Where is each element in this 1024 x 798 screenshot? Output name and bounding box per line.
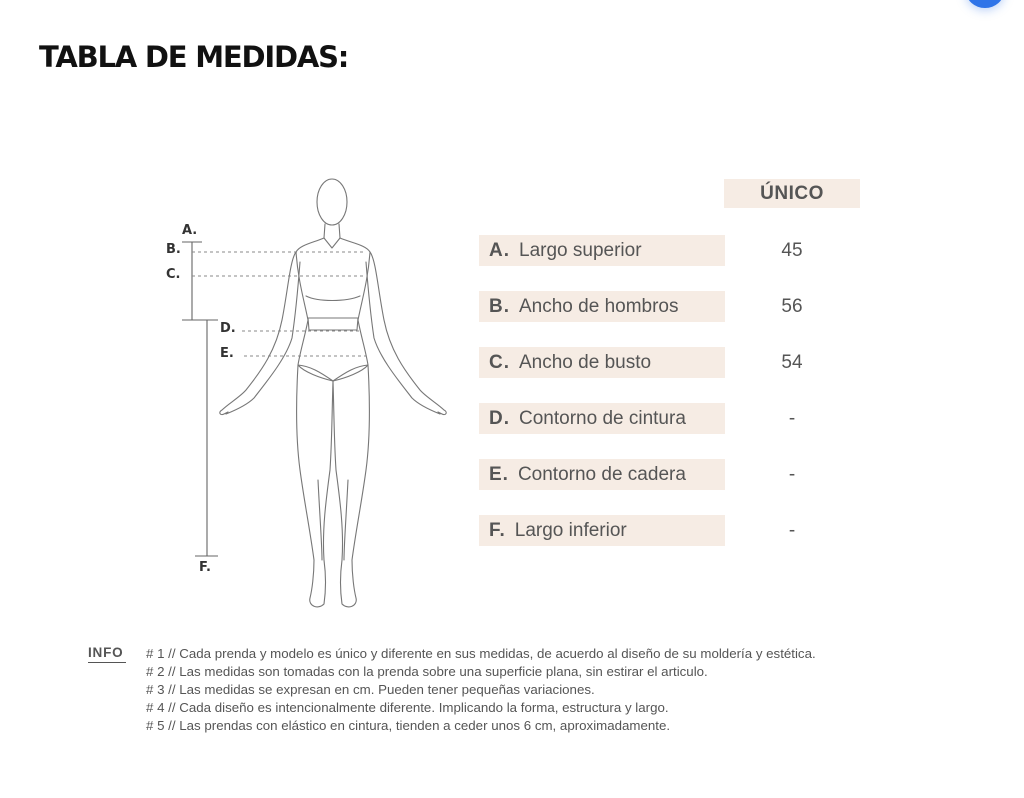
info-note: # 5 // Las prendas con elástico en cintura, tienden a ceder unos 6 cm, aproximadamente. — [146, 718, 671, 733]
measurement-letter: A. — [489, 239, 510, 261]
figure-right-arm — [366, 252, 446, 415]
measurement-letter: D. — [489, 407, 510, 429]
body-measurement-diagram — [150, 170, 450, 615]
marker-e: E. — [220, 346, 234, 361]
measurement-row-c — [479, 347, 859, 378]
measurement-label — [479, 515, 725, 546]
info-underline — [88, 662, 126, 663]
measurement-row-d — [479, 403, 859, 434]
marker-c: C. — [166, 267, 181, 282]
measurement-label — [479, 347, 725, 378]
marker-d: D. — [220, 321, 236, 336]
measurement-letter: F. — [489, 519, 506, 541]
figure-head — [317, 179, 347, 225]
marker-a: A. — [182, 223, 198, 238]
marker-b: B. — [166, 242, 181, 257]
measurement-row-a — [479, 235, 859, 266]
measurement-letter: E. — [489, 463, 509, 485]
measurement-name: Contorno de cintura — [519, 407, 686, 429]
measurement-label — [479, 291, 725, 322]
measurement-value: 56 — [781, 295, 803, 317]
measurement-row-e — [479, 459, 859, 490]
measurement-label — [479, 235, 725, 266]
measurement-row-f — [479, 515, 859, 546]
measurement-value: - — [788, 407, 796, 429]
measurement-value: - — [788, 463, 796, 485]
info-note: # 3 // Las medidas se expresan en cm. Pueden tener pequeñas variaciones. — [146, 682, 595, 697]
measurement-label — [479, 459, 725, 490]
size-column-header: ÚNICO — [724, 179, 860, 208]
measurement-name: Largo inferior — [514, 519, 627, 541]
measurement-name: Ancho de hombros — [519, 295, 679, 317]
measurement-value: - — [788, 519, 796, 541]
floating-action-button[interactable] — [966, 0, 1004, 8]
measurement-row-b — [479, 291, 859, 322]
measurement-label — [479, 403, 725, 434]
figure-torso — [296, 238, 370, 381]
figure-legs — [297, 365, 370, 607]
measurement-name: Ancho de busto — [519, 351, 652, 373]
info-note: # 2 // Las medidas son tomadas con la prenda sobre una superficie plana, sin estirar el articulo. — [146, 664, 708, 679]
measurement-value: 45 — [781, 239, 803, 261]
measurement-name: Largo superior — [519, 239, 642, 261]
figure-neck — [324, 224, 340, 238]
info-notes — [146, 645, 816, 735]
measurement-value: 54 — [781, 351, 803, 373]
info-note: # 1 // Cada prenda y modelo es único y diferente en sus medidas, de acuerdo al diseño de su moldería y estética. — [146, 646, 816, 661]
measurement-name: Contorno de cadera — [517, 463, 686, 485]
page-title: TABLA DE MEDIDAS: — [39, 40, 349, 74]
measurement-letter: C. — [489, 351, 510, 373]
info-note: # 4 // Cada diseño es intencionalmente diferente. Implicando la forma, estructura y largo. — [146, 700, 669, 715]
measurement-letter: B. — [489, 295, 510, 317]
info-label: INFO — [88, 645, 124, 660]
marker-f: F. — [199, 560, 211, 575]
